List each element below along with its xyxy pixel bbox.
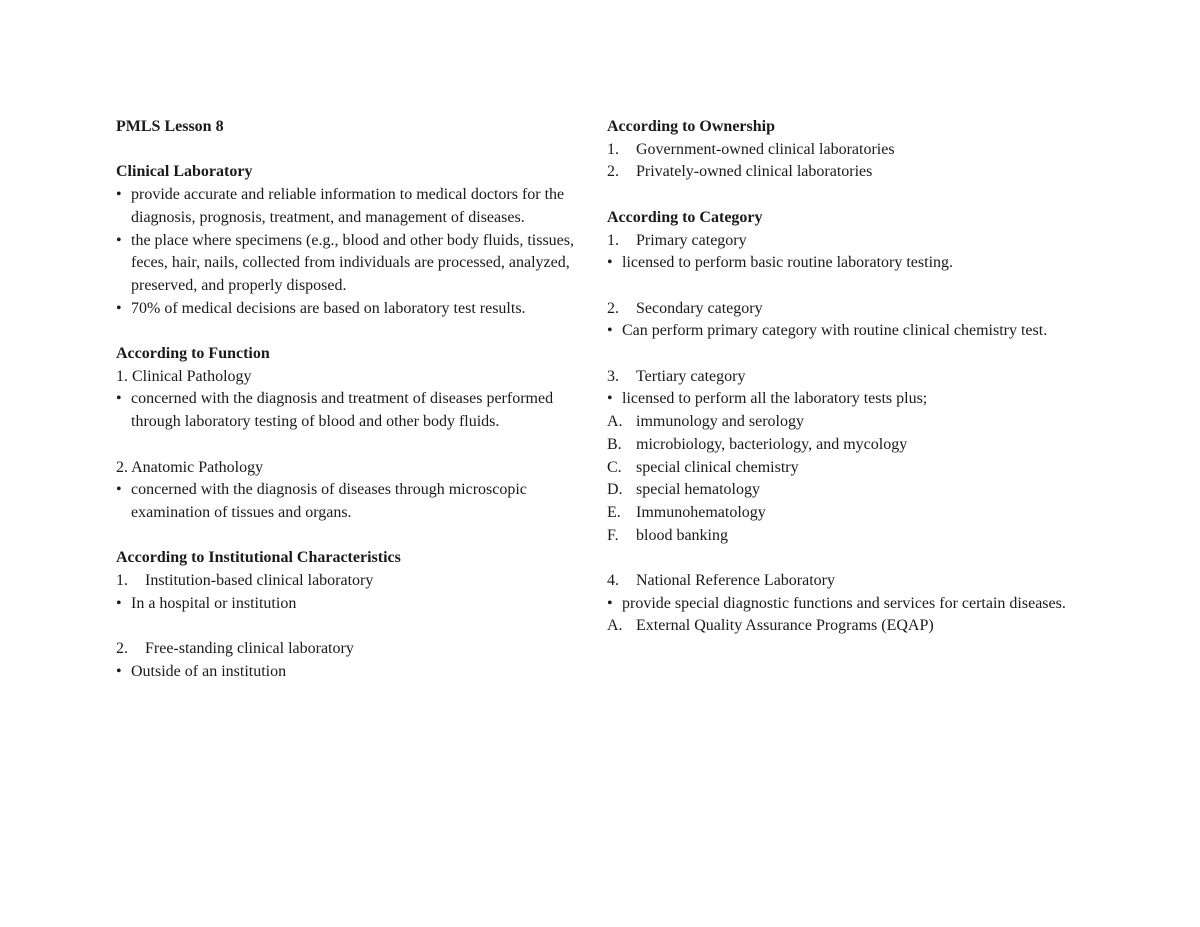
lettered-item: D. special hematology — [607, 481, 760, 499]
function-item-anatomic-pathology: 2. Anatomic Pathology — [116, 458, 264, 476]
heading-according-to-category: According to Category — [607, 208, 763, 226]
bullet-icon: • — [607, 322, 613, 340]
lettered-item: E. Immunohematology — [607, 503, 766, 521]
heading-according-to-function: According to Function — [116, 345, 270, 362]
bullet-item: • concerned with the diagnosis and treatment of diseases performed through laboratory testing of blood and other body fluids. — [116, 390, 554, 431]
bullet-icon: • — [116, 186, 122, 204]
bullet-item: • In a hospital or institution — [116, 593, 586, 616]
lettered-item: A. External Quality Assurance Programs (EQAP) — [607, 617, 934, 635]
bullet-icon: • — [116, 299, 122, 317]
bullet-item: • the place where specimens (e.g., blood and other body fluids, tissues, feces, hair, nails, collected from individuals are processed, analyzed, preserved, and properly disposed. — [116, 231, 574, 294]
category-secondary: 2. Secondary category — [607, 299, 763, 317]
heading-institutional-characteristics: According to Institutional Characteristics — [116, 549, 401, 567]
category-primary: 1. Primary category — [607, 231, 747, 249]
bullet-icon: • — [116, 231, 122, 249]
heading-according-to-ownership: According to Ownership — [607, 118, 775, 135]
lettered-item: F. blood banking — [607, 526, 728, 544]
bullet-icon: • — [116, 594, 122, 612]
bullet-icon: • — [607, 390, 613, 408]
bullet-item: • licensed to perform all the laboratory tests plus; — [607, 388, 1082, 411]
bullet-icon: • — [607, 254, 613, 272]
bullet-item: • concerned with the diagnosis of diseases through microscopic examination of tissues and organs. — [116, 481, 527, 521]
category-tertiary: 3. Tertiary category — [607, 367, 746, 385]
ownership-item: 1. Government-owned clinical laboratories — [607, 140, 895, 158]
lettered-item: B. microbiology, bacteriology, and mycology — [607, 435, 908, 453]
bullet-icon: • — [607, 594, 613, 612]
bullet-icon: • — [116, 481, 122, 499]
lettered-item: A. immunology and serology — [607, 413, 804, 431]
left-column — [116, 116, 586, 684]
right-column — [607, 116, 1082, 638]
bullet-item: • provide accurate and reliable information to medical doctors for the diagnosis, prognosis, treatment, and management of diseases. — [116, 186, 565, 226]
bullet-item: • licensed to perform basic routine laboratory testing. — [607, 252, 1082, 275]
bullet-item: • Can perform primary category with routine clinical chemistry test. — [607, 320, 1082, 343]
function-item-clinical-pathology: 1. Clinical Pathology — [116, 367, 252, 385]
institutional-item-2: 2. Free-standing clinical laboratory — [116, 640, 354, 658]
bullet-icon: • — [116, 662, 122, 680]
bullet-item: • Outside of an institution — [116, 661, 586, 684]
bullet-icon: • — [116, 390, 122, 408]
category-national-reference: 4. National Reference Laboratory — [607, 572, 836, 589]
institutional-item-1: 1. Institution-based clinical laboratory — [116, 572, 374, 589]
bullet-item: • 70% of medical decisions are based on laboratory test results. — [116, 298, 586, 321]
heading-clinical-laboratory: Clinical Laboratory — [116, 163, 253, 181]
lettered-item: C. special clinical chemistry — [607, 458, 799, 476]
page-title: PMLS Lesson 8 — [116, 118, 224, 135]
ownership-item: 2. Privately-owned clinical laboratories — [607, 163, 873, 181]
bullet-item: • provide special diagnostic functions and services for certain diseases. — [607, 593, 1082, 616]
